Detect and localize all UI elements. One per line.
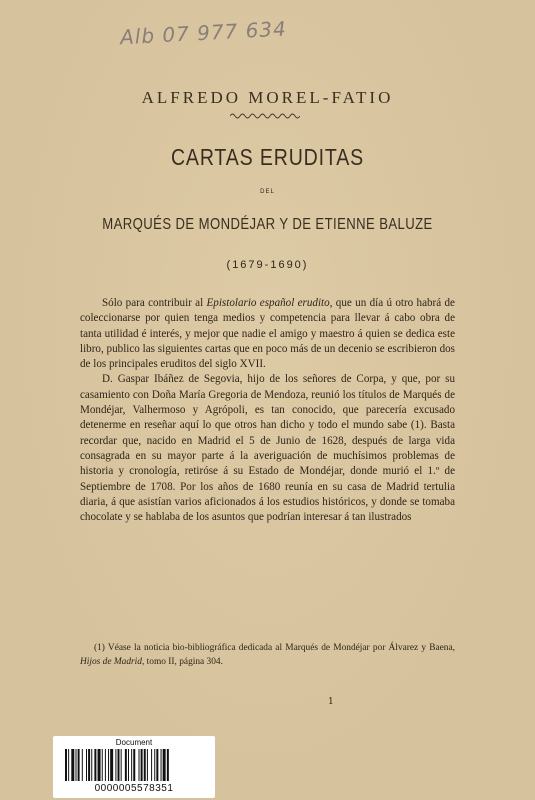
title-connector: DEL <box>260 189 275 195</box>
handwritten-shelfmark: Alb 07 977 634 <box>119 16 288 50</box>
barcode-number: 0000005578351 <box>94 783 174 794</box>
author-name: ALFREDO MOREL-FATIO <box>141 88 394 107</box>
body-text <box>80 296 455 525</box>
barcode-label-title: Document <box>115 738 153 747</box>
page-number: 1 <box>328 697 334 707</box>
title-main: CARTAS ERUDITAS <box>170 144 365 170</box>
title-years: (1679-1690) <box>226 259 309 271</box>
barcode-icon <box>65 749 203 781</box>
wavy-ornament <box>230 112 300 120</box>
footnote: (1) Véase la noticia bio-bibliográfica dedicada al Marqués de Mondéjar por Álvarez y Baena, Hijos de Madrid, tomo II, página 304. <box>80 643 455 667</box>
paragraph-2: D. Gaspar Ibáñez de Segovia, hijo de los señores de Corpa, y que, por su casamiento con Doña María Gregoria de Mendoza, reunió los títulos de Marqués de Mondéjar, Valhermoso y Agrópoli, es tan conocido, que parecería excusado detenerme en reseñar aquí lo que otros han dicho y todo el mundo sabe (1). Basta recordar que, nacido en Madrid el 5 de Junio de 1628, después de larga vida consagrada en su mayor parte á la averiguación de muchísimos problemas de historia y cronología, retiróse á su Estado de Mondéjar, donde murió el 1.º de Septiembre de 1708. Por los años de 1680 reunía en su casa de Madrid tertulia diaria, á que asistían varios aficionados á los estudios históricos, y donde se tomaba chocolate y se hablaba de los asuntos que podrían interesar á tan ilustrados <box>80 373 455 524</box>
barcode-sticker <box>53 736 215 798</box>
title-subtitle: MARQUÉS DE MONDÉJAR Y DE ETIENNE BALUZE <box>102 216 433 233</box>
paragraph-1: Sólo para contribuir al Epistolario español erudito, que un día ú otro habrá de coleccionarse por quien tenga medios y competencia para llevar á cabo obra de tanta utilidad é interés, y mejor que nadie el amigo y maestro á quien se dedica este libro, publico las siguientes cartas que en poco más de un decenio se escribieron dos de los principales eruditos del siglo XVII. <box>80 297 455 371</box>
